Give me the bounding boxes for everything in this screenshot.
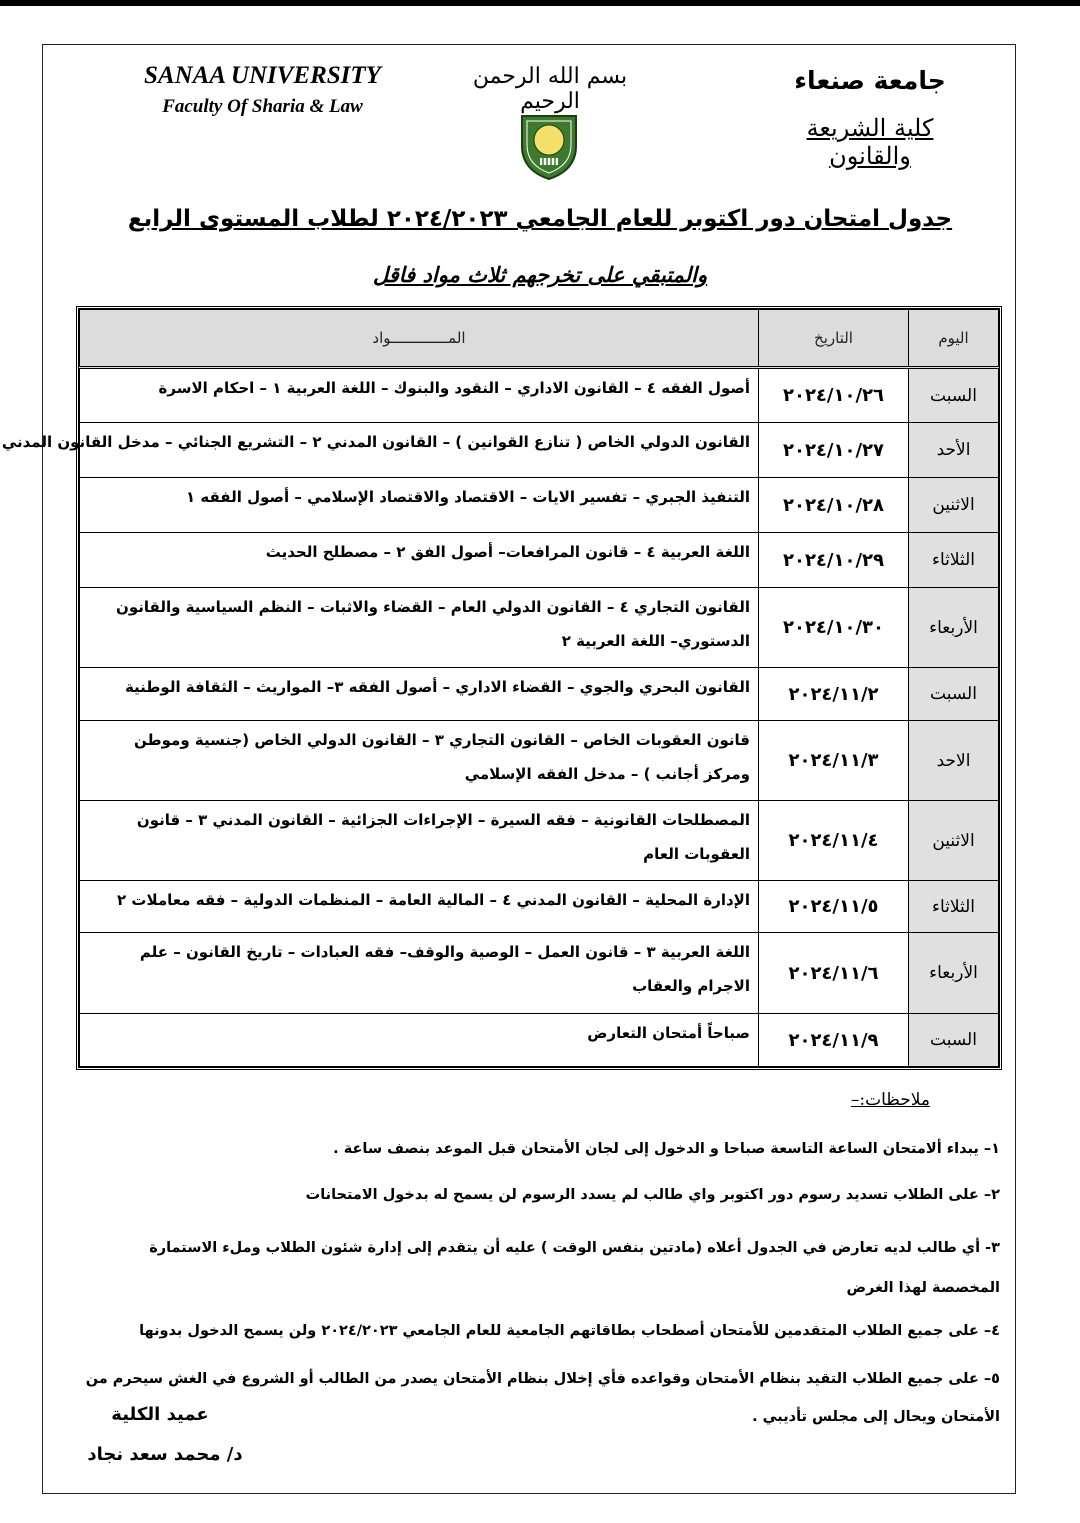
table-row [80,533,999,588]
table-row [80,423,999,478]
row-day: السبت [909,368,999,423]
table-row [80,721,999,801]
row-date: ٢٠٢٤/١٠/٢٩ [759,533,909,588]
note-item: ١– يبداء ألامتحان الساعة التاسعة صباحا و الدخول إلى لجان الأمتحان قبل الموعد بنصف ساعة . [333,1141,1000,1157]
row-subjects: القانون البحري والجوي – القضاء الاداري – أصول الفقه ٣– المواريث – الثقافة الوطنية [80,668,759,721]
row-day: الاثنين [909,801,999,881]
row-date: ٢٠٢٤/١٠/٣٠ [759,588,909,668]
row-date: ٢٠٢٤/١٠/٢٧ [759,423,909,478]
table-header-row [80,310,999,368]
header-date: التاريخ [759,310,909,368]
university-name-ar: جامعة صنعاء [794,66,946,95]
row-day: السبت [909,668,999,721]
note-item: ٢– على الطلاب تسديد رسوم دور اكتوبر واي طالب لم يسدد الرسوم لن يسمح له بدخول الامتحانات [305,1187,1000,1203]
dean-name: د/ محمد سعد نجاد [87,1444,243,1465]
table-row [80,478,999,533]
note-item: ٣- أي طالب لديه تعارض في الجدول أعلاه (مادتين بنفس الوقت ) عليه أن يتقدم إلى إدارة شئون الطلاب وملء الاستمارة المخصصة لهذا الغرض [149,1240,1000,1296]
table-row [80,368,999,423]
exam-schedule-table [1,306,1002,1070]
row-subjects: المصطلحات القانونية – فقه السيرة – الإجراءات الجزائية – القانون المدني ٣ – قانون العقوبات العام [80,801,759,881]
schedule-title: جدول امتحان دور اكتوبر للعام الجامعي ٢٠٢٤/٢٠٢٣ لطلاب المستوى الرابع [127,206,953,232]
row-day: الأربعاء [909,588,999,668]
table-row [80,933,999,1014]
row-date: ٢٠٢٤/١٠/٢٨ [759,478,909,533]
row-day: الثلاثاء [909,881,999,933]
row-subjects: القانون التجاري ٤ – القانون الدولي العام – القضاء والاثبات – النظم السياسية والقانون الدستوري– اللغة العربية ٢ [80,588,759,668]
row-day: الاثنين [909,478,999,533]
row-subjects: الإدارة المحلية – القانون المدني ٤ – المالية العامة – المنظمات الدولية – فقه معاملات ٢ [80,881,759,933]
row-subjects: اللغة العربية ٣ – قانون العمل – الوصية والوقف– فقه العبادات – تاريخ القانون – علم الاجرام والعقاب [80,933,759,1014]
row-day: الأحد [909,423,999,478]
faculty-name-ar: كلية الشريعة والقانون [806,114,934,170]
notes-title: ملاحظات:– [850,1090,930,1110]
table-row [80,1014,999,1067]
row-date: ٢٠٢٤/١١/٦ [759,933,909,1014]
schedule-subtitle: والمتبقي على تخرجهم ثلاث مواد فاقل [372,262,708,287]
top-border [0,0,1080,6]
row-subjects: اللغة العربية ٤ – قانون المرافعات– أصول الفق ٢ – مصطلح الحديث [80,533,759,588]
row-date: ٢٠٢٤/١١/٩ [759,1014,909,1067]
row-subjects: صباحاً أمتحان التعارض [80,1014,759,1067]
row-subjects: التنفيذ الجبري – تفسير الايات – الاقتصاد والاقتصاد الإسلامي – أصول الفقه ١ [80,478,759,533]
row-day: الاحد [909,721,999,801]
basmala-calligraphy: بسم الله الرحمن الرحيم [472,64,628,114]
note-item-continuation: الأمتحان ويحال إلى مجلس تأديبي . [752,1409,1000,1425]
row-day: الثلاثاء [909,533,999,588]
table-row [80,668,999,721]
university-seal-icon [516,112,582,182]
row-date: ٢٠٢٤/١١/٥ [759,881,909,933]
row-date: ٢٠٢٤/١١/٤ [759,801,909,881]
note-item: ٤– على جميع الطلاب المتقدمين للأمتحان أصطحاب بطاقاتهم الجامعية للعام الجامعي ٢٠٢٤/٢٠٢٣ ولن يسمح الدخول بدونها [139,1323,1000,1339]
row-date: ٢٠٢٤/١٠/٢٦ [759,368,909,423]
faculty-name-en: Faculty Of Sharia & Law [162,96,363,117]
row-subjects: القانون الدولي الخاص ( تنازع القوانين ) – القانون المدني ٢ – التشريع الجنائي – مدخل القانون المدني [80,423,759,478]
row-date: ٢٠٢٤/١١/٢ [759,668,909,721]
table-row [80,801,999,881]
row-subjects: أصول الفقه ٤ – القانون الاداري – النقود والبنوك – اللغة العربية ١ – احكام الاسرة [80,368,759,423]
header-day: اليوم [909,310,999,368]
row-date: ٢٠٢٤/١١/٣ [759,721,909,801]
table-row [80,588,999,668]
row-day: الأربعاء [909,933,999,1014]
university-name-en: SANAA UNIVERSITY [144,62,381,89]
dean-title: عميد الكلية [111,1404,209,1425]
note-item: ٥– على جميع الطلاب التقيد بنظام الأمتحان وقواعده فأي إخلال بنظام الأمتحان يصدر من الطالب أو الشروع في الغش سيحرم من [85,1371,1000,1387]
header-subjects: المـــــــــــــواد [80,310,759,368]
row-subjects: قانون العقوبات الخاص – القانون التجاري ٣ – القانون الدولي الخاص (جنسية وموطن ومركز أجانب ) – مدخل الفقه الإسلامي [80,721,759,801]
table-row [80,881,999,933]
row-day: السبت [909,1014,999,1067]
